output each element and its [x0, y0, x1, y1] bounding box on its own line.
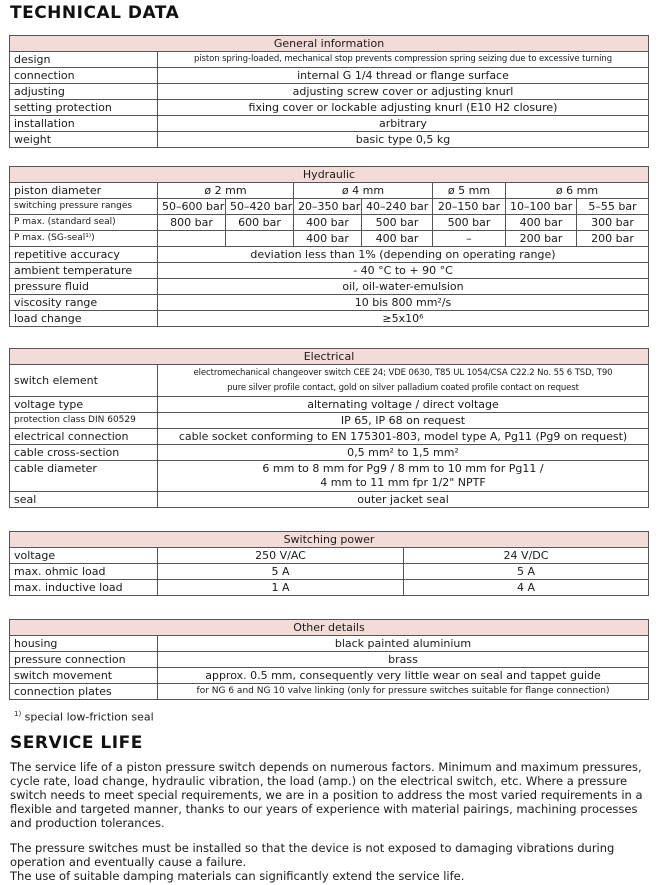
service-life-paragraph-2b: The use of suitable damping materials can significantly extend the service life.: [10, 869, 465, 883]
table-row: [10, 413, 649, 429]
table-row: [10, 580, 649, 596]
row-value: arbitrary: [158, 116, 649, 132]
table-row: [10, 100, 649, 116]
table-row: [10, 68, 649, 84]
table-row: [10, 132, 649, 148]
row-label: switch element: [10, 365, 158, 397]
switch-element-value: [158, 365, 649, 397]
service-life-heading: SERVICE LIFE: [10, 733, 143, 753]
row-label: max. ohmic load: [10, 564, 158, 580]
cable-diameter-line2: 4 mm to 11 mm fpr 1/2" NPTF: [320, 476, 486, 489]
p-max-value: 500 bar: [433, 215, 506, 231]
row-label: switch movement: [10, 668, 158, 684]
other-details-header: Other details: [10, 620, 649, 636]
row-value: black painted aluminium: [158, 636, 649, 652]
table-row: [10, 445, 649, 461]
row-label: cable cross-section: [10, 445, 158, 461]
service-life-paragraph-2a: The pressure switches must be installed so that the device is not exposed to damaging vibrations during operation and eventually cause a failure.: [10, 841, 615, 869]
table-row: [10, 231, 649, 247]
row-value: ≥5x10⁶: [158, 311, 649, 327]
row-label: load change: [10, 311, 158, 327]
table-row: [10, 636, 649, 652]
general-information-table: [9, 35, 649, 148]
row-value: deviation less than 1% (depending on operating range): [158, 247, 649, 263]
row-value: approx. 0.5 mm, consequently very little wear on seal and tappet guide: [158, 668, 649, 684]
row-label: P max. (SG-seal¹⁾): [10, 231, 158, 247]
p-max-sg-value: 200 bar: [506, 231, 577, 247]
pressure-range: 5–55 bar: [577, 199, 649, 215]
pressure-range: 50–420 bar: [226, 199, 294, 215]
row-label: viscosity range: [10, 295, 158, 311]
table-row: [10, 652, 649, 668]
row-value: brass: [158, 652, 649, 668]
footnote-mark: 1): [14, 710, 22, 718]
row-value: adjusting screw cover or adjusting knurl: [158, 84, 649, 100]
hydraulic-header: Hydraulic: [10, 167, 649, 183]
table-row: [10, 215, 649, 231]
hydraulic-table: [9, 166, 649, 327]
row-label: adjusting: [10, 84, 158, 100]
row-label: pressure fluid: [10, 279, 158, 295]
row-value: piston spring-loaded, mechanical stop prevents compression spring seizing due to excessive turning: [158, 52, 649, 68]
table-row: [10, 279, 649, 295]
service-life-paragraph-1: The service life of a piston pressure switch depends on numerous factors. Minimum and maximum pressures, cycle rate, load change, hydraulic vibration, the load (amp.) on the electrical switch, etc. Where a pressure switch needs to meet special requirements, we are in a position to address the most varied requirements in a flexible and targeted manner, thanks to our years of experience with material pairings, machining processes and production tolerances.: [10, 760, 643, 830]
row-label: setting protection: [10, 100, 158, 116]
table-row: [10, 684, 649, 700]
table-row: [10, 263, 649, 279]
table-row: [10, 116, 649, 132]
p-max-sg-value: [158, 231, 226, 247]
piston-diameter-2mm: ø 2 mm: [158, 183, 294, 199]
ac-value: 1 A: [158, 580, 404, 596]
ac-value: 250 V/AC: [158, 548, 404, 564]
table-row: [10, 564, 649, 580]
row-label: design: [10, 52, 158, 68]
dc-value: 5 A: [404, 564, 649, 580]
pressure-range: 20–350 bar: [294, 199, 362, 215]
switch-element-line2: pure silver profile contact, gold on silver palladium coated profile contact on request: [227, 382, 579, 393]
piston-diameter-5mm: ø 5 mm: [433, 183, 506, 199]
switch-element-line1: electromechanical changeover switch CEE 24; VDE 0630, T85 UL 1054/CSA C22.2 No. 55 6 TSD, T90: [193, 367, 613, 378]
row-label: repetitive accuracy: [10, 247, 158, 263]
cable-diameter-value: [158, 461, 649, 492]
row-value: 0,5 mm² to 1,5 mm²: [158, 445, 649, 461]
table-row: [10, 461, 649, 492]
row-label: protection class DIN 60529: [10, 413, 158, 429]
row-value: IP 65, IP 68 on request: [158, 413, 649, 429]
table-row: [10, 311, 649, 327]
general-information-header: General information: [10, 36, 649, 52]
row-label: voltage: [10, 548, 158, 564]
row-value: for NG 6 and NG 10 valve linking (only for pressure switches suitable for flange connection): [158, 684, 649, 700]
technical-data-heading: TECHNICAL DATA: [10, 3, 180, 23]
footnote: [14, 710, 154, 724]
table-row: [10, 84, 649, 100]
row-value: internal G 1/4 thread or flange surface: [158, 68, 649, 84]
table-row: [10, 183, 649, 199]
row-label: piston diameter: [10, 183, 158, 199]
p-max-sg-value: 200 bar: [577, 231, 649, 247]
row-label: installation: [10, 116, 158, 132]
table-row: [10, 365, 649, 397]
row-value: oil, oil-water-emulsion: [158, 279, 649, 295]
table-row: [10, 397, 649, 413]
row-value: fixing cover or lockable adjusting knurl (E10 H2 closure): [158, 100, 649, 116]
p-max-sg-value: [226, 231, 294, 247]
row-label: cable diameter: [10, 461, 158, 492]
electrical-table: [9, 348, 649, 508]
switching-power-header: Switching power: [10, 532, 649, 548]
row-label: connection plates: [10, 684, 158, 700]
p-max-value: 400 bar: [506, 215, 577, 231]
switching-power-table: [9, 531, 649, 596]
row-value: basic type 0,5 kg: [158, 132, 649, 148]
table-row: [10, 492, 649, 508]
row-value: outer jacket seal: [158, 492, 649, 508]
piston-diameter-6mm: ø 6 mm: [506, 183, 649, 199]
row-value: 10 bis 800 mm²/s: [158, 295, 649, 311]
p-max-sg-value: –: [433, 231, 506, 247]
pressure-range: 20–150 bar: [433, 199, 506, 215]
ac-value: 5 A: [158, 564, 404, 580]
p-max-value: 800 bar: [158, 215, 226, 231]
p-max-sg-value: 400 bar: [362, 231, 433, 247]
row-label: seal: [10, 492, 158, 508]
table-row: [10, 295, 649, 311]
dc-value: 24 V/DC: [404, 548, 649, 564]
p-max-value: 500 bar: [362, 215, 433, 231]
p-max-value: 600 bar: [226, 215, 294, 231]
electrical-header: Electrical: [10, 349, 649, 365]
table-row: [10, 668, 649, 684]
row-label: weight: [10, 132, 158, 148]
row-label: switching pressure ranges: [10, 199, 158, 215]
table-row: [10, 199, 649, 215]
p-max-sg-value: 400 bar: [294, 231, 362, 247]
row-value: - 40 °C to + 90 °C: [158, 263, 649, 279]
cable-diameter-line1: 6 mm to 8 mm for Pg9 / 8 mm to 10 mm for Pg11 /: [262, 462, 544, 475]
row-label: electrical connection: [10, 429, 158, 445]
row-label: max. inductive load: [10, 580, 158, 596]
table-row: [10, 429, 649, 445]
pressure-range: 10–100 bar: [506, 199, 577, 215]
footnote-text: special low-friction seal: [21, 710, 154, 724]
pressure-range: 40–240 bar: [362, 199, 433, 215]
row-value: alternating voltage / direct voltage: [158, 397, 649, 413]
pressure-range: 50–600 bar: [158, 199, 226, 215]
table-row: [10, 247, 649, 263]
row-label: housing: [10, 636, 158, 652]
other-details-table: [9, 619, 649, 700]
row-label: pressure connection: [10, 652, 158, 668]
piston-diameter-4mm: ø 4 mm: [294, 183, 433, 199]
row-label: voltage type: [10, 397, 158, 413]
dc-value: 4 A: [404, 580, 649, 596]
table-row: [10, 548, 649, 564]
row-label: connection: [10, 68, 158, 84]
p-max-value: 400 bar: [294, 215, 362, 231]
row-label: P max. (standard seal): [10, 215, 158, 231]
p-max-value: 300 bar: [577, 215, 649, 231]
row-label: ambient temperature: [10, 263, 158, 279]
row-value: cable socket conforming to EN 175301-803, model type A, Pg11 (Pg9 on request): [158, 429, 649, 445]
table-row: [10, 52, 649, 68]
